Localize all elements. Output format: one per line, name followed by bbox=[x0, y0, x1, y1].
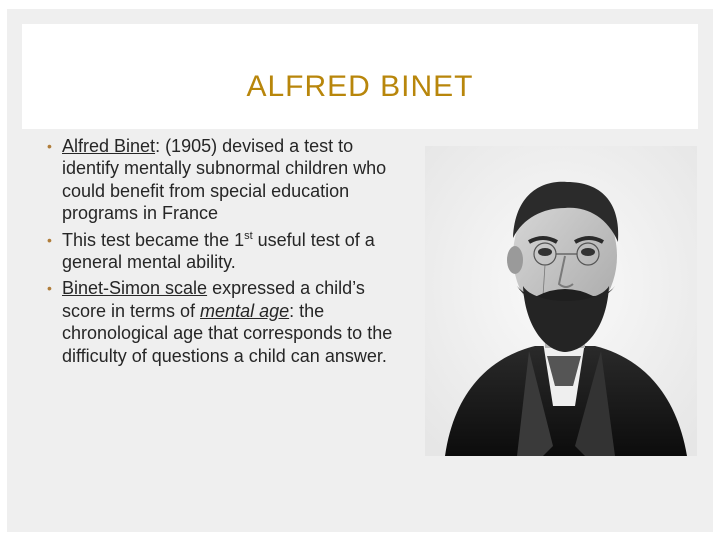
bullet-list bbox=[47, 135, 413, 371]
bullet-item-2 bbox=[47, 229, 413, 274]
term-binet-simon-scale: Binet-Simon scale bbox=[62, 278, 208, 299]
term-mental-age: mental age bbox=[200, 300, 290, 321]
bullet-item-3 bbox=[47, 277, 413, 367]
bullet-1-text: : (1905) devised a test to identify mentally subnormal children who could benefit from special education programs in France bbox=[62, 136, 387, 224]
bullet-2-post: useful test of a general mental ability. bbox=[62, 229, 375, 273]
bullet-2-superscript: st bbox=[244, 229, 253, 242]
term-alfred-binet: Alfred Binet bbox=[62, 136, 156, 156]
slide-title: ALFRED BINET bbox=[246, 70, 474, 103]
bullet-item-1 bbox=[47, 135, 413, 225]
bullet-dot-icon: • bbox=[47, 231, 52, 248]
bullet-3-post: : the chronological age that corresponds to the difficulty of questions a child can answer. bbox=[62, 300, 393, 366]
portrait-photo bbox=[425, 146, 697, 456]
title-box bbox=[22, 24, 698, 129]
bullet-3-mid: expressed a child’s score in terms of bbox=[62, 278, 365, 321]
bullet-dot-icon: • bbox=[47, 138, 52, 154]
bullet-dot-icon: • bbox=[47, 280, 52, 297]
portrait-image bbox=[425, 146, 697, 456]
bullet-2-pre: This test became the 1 bbox=[62, 229, 245, 250]
